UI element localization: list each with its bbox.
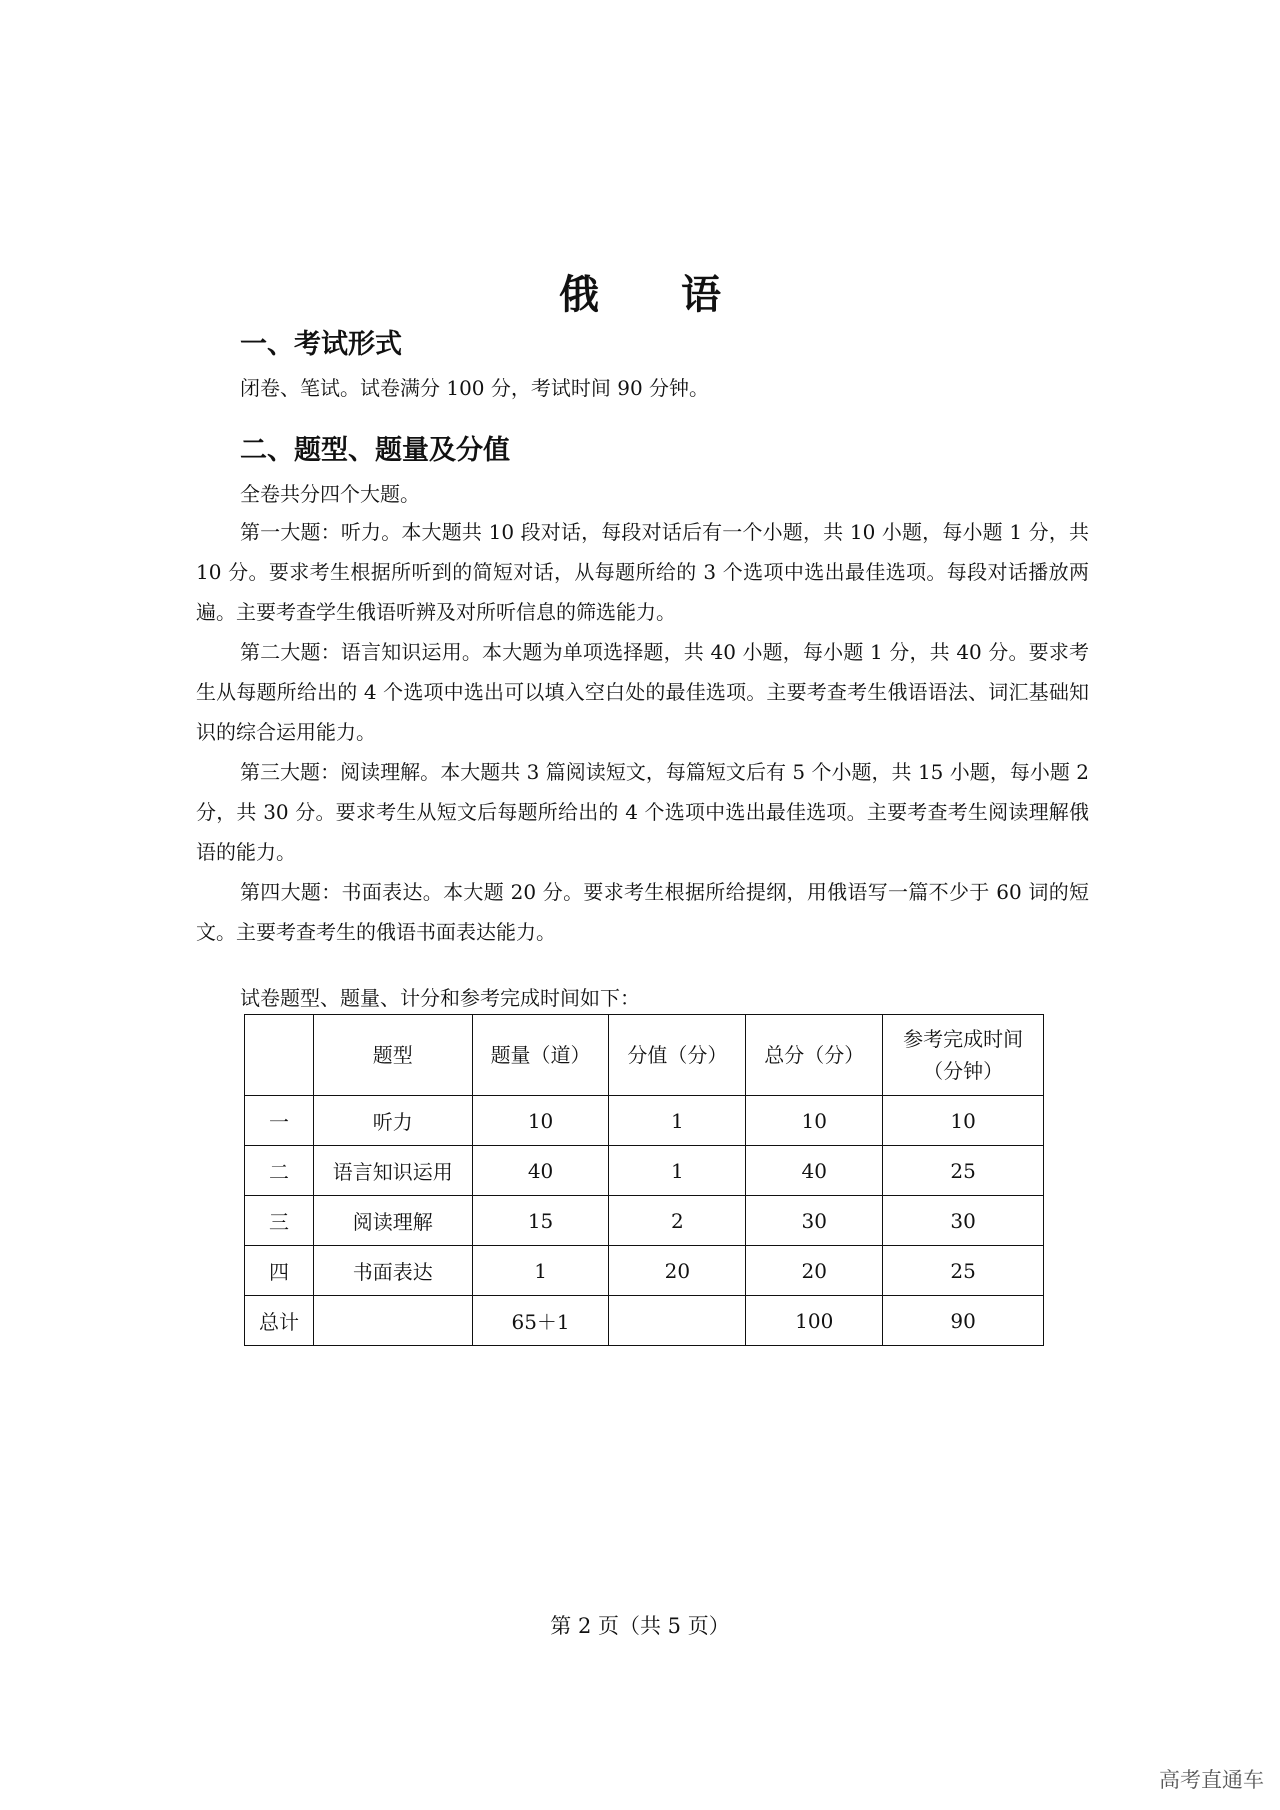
page-number: 第 2 页（共 5 页） <box>550 1614 730 1638</box>
table-row <box>245 1246 1044 1296</box>
section1-text: 闭卷、笔试。试卷满分 100 分，考试时间 90 分钟。 <box>240 376 710 400</box>
table-cell: 20 <box>746 1246 883 1296</box>
table-cell: 65＋1 <box>472 1296 609 1346</box>
table-total-row <box>245 1296 1044 1346</box>
table-row <box>245 1196 1044 1246</box>
table-cell: 40 <box>472 1146 609 1196</box>
section2-intro: 全卷共分四个大题。 <box>240 482 420 506</box>
table-cell: 100 <box>746 1296 883 1346</box>
table-header-cell: 题型 <box>313 1015 472 1096</box>
part1-paragraph: 第一大题：听力。本大题共 10 段对话，每段对话后有一个小题，共 10 小题，每小题 1 分，共 10 分。要求考生根据所听到的简短对话，从每题所给的 3 个选项中选出最佳选项。每段对话播放两遍。主要考查学生俄语听辨及对所听信息的筛选能力。 <box>196 520 1089 624</box>
page-title: 俄 语 <box>559 271 755 318</box>
table-cell: 30 <box>883 1196 1044 1246</box>
table-cell: 书面表达 <box>313 1246 472 1296</box>
table-cell: 听力 <box>313 1096 472 1146</box>
table-cell: 40 <box>746 1146 883 1196</box>
table-cell: 三 <box>245 1196 314 1246</box>
table-row <box>245 1096 1044 1146</box>
table-header-row <box>245 1015 1044 1096</box>
table-cell: 1 <box>472 1246 609 1296</box>
table-cell: 25 <box>883 1246 1044 1296</box>
table-cell: 90 <box>883 1296 1044 1346</box>
table-cell: 二 <box>245 1146 314 1196</box>
table-cell: 1 <box>609 1146 746 1196</box>
table-cell: 阅读理解 <box>313 1196 472 1246</box>
table-cell: 10 <box>746 1096 883 1146</box>
part4-paragraph: 第四大题：书面表达。本大题 20 分。要求考生根据所给提纲，用俄语写一篇不少于 60 词的短文。主要考查考生的俄语书面表达能力。 <box>196 880 1089 944</box>
table-cell: 20 <box>609 1246 746 1296</box>
section2-heading: 二、题型、题量及分值 <box>240 435 510 466</box>
brand-watermark: 高考直通车 <box>1159 1768 1264 1792</box>
part2-paragraph: 第二大题：语言知识运用。本大题为单项选择题，共 40 小题，每小题 1 分，共 40 分。要求考生从每题所给出的 4 个选项中选出可以填入空白处的最佳选项。主要考查考生俄语语法、词汇基础知识的综合运用能力。 <box>196 640 1089 744</box>
table-cell: 1 <box>609 1096 746 1146</box>
table-caption: 试卷题型、题量、计分和参考完成时间如下： <box>240 986 640 1010</box>
table-cell: 15 <box>472 1196 609 1246</box>
table-cell: 30 <box>746 1196 883 1246</box>
table-header-cell <box>245 1015 314 1096</box>
table-header-cell: 参考完成时间（分钟） <box>883 1015 1044 1096</box>
table-cell <box>609 1296 746 1346</box>
table-cell <box>313 1296 472 1346</box>
table-cell: 10 <box>472 1096 609 1146</box>
section1-heading: 一、考试形式 <box>240 329 402 360</box>
table-cell: 总计 <box>245 1296 314 1346</box>
table-header-cell: 分值（分） <box>609 1015 746 1096</box>
table-cell: 一 <box>245 1096 314 1146</box>
table-cell: 25 <box>883 1146 1044 1196</box>
table-cell: 10 <box>883 1096 1044 1146</box>
table-cell: 四 <box>245 1246 314 1296</box>
part3-paragraph: 第三大题：阅读理解。本大题共 3 篇阅读短文，每篇短文后有 5 个小题，共 15 小题，每小题 2 分，共 30 分。要求考生从短文后每题所给出的 4 个选项中选出最佳选项。主要考查考生阅读理解俄语的能力。 <box>196 760 1089 864</box>
table-cell: 2 <box>609 1196 746 1246</box>
table-header-cell: 题量（道） <box>472 1015 609 1096</box>
table-header-cell: 总分（分） <box>746 1015 883 1096</box>
score-table <box>244 1014 1044 1346</box>
table-cell: 语言知识运用 <box>313 1146 472 1196</box>
table-row <box>245 1146 1044 1196</box>
